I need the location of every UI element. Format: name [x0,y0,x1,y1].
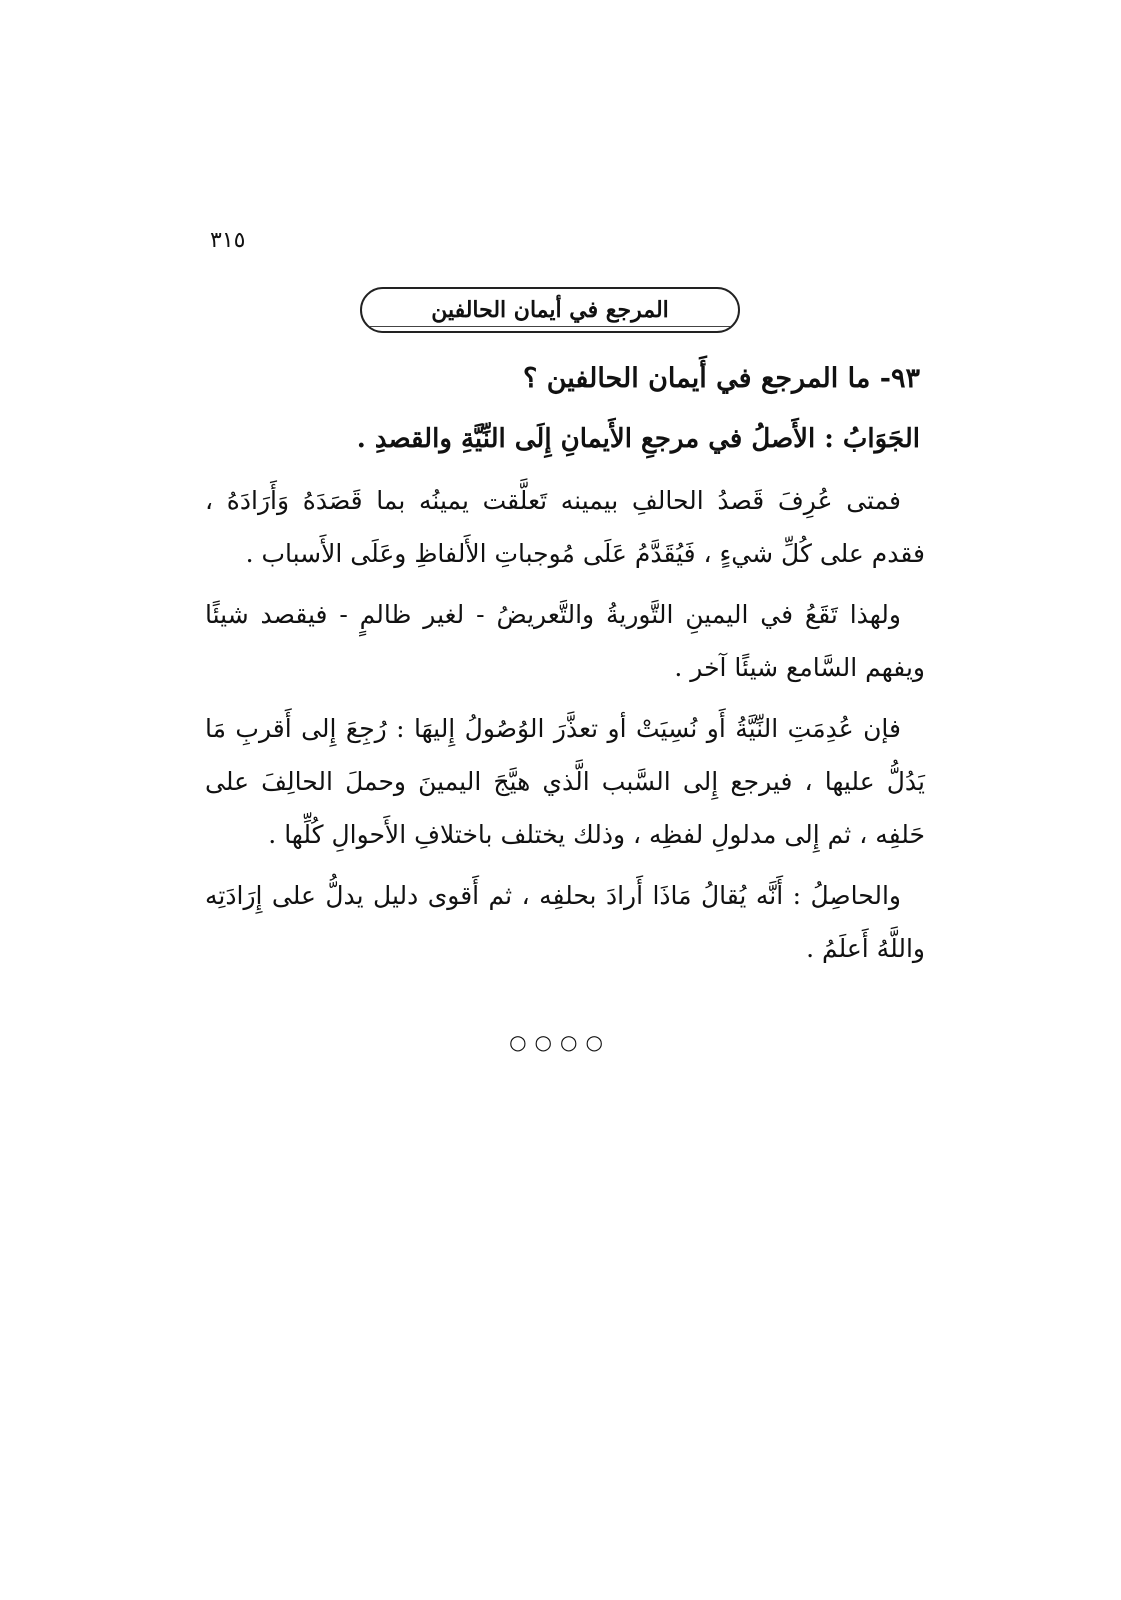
paragraph-3: فإن عُدِمَتِ النِّيَّةُ أَو نُسِيَتْ أو تعذَّرَ الوُصُولُ إِليهَا : رُجِعَ إِلى أَقربِ مَا يَدُلُّ عليها ، فيرجع إِلى السَّبب الَّذي هيَّجَ اليمينَ وحملَ الحالِفَ على حَلفِه ، ثم إِلى مدلولِ لفظِه ، وذلك يختلف باختلافِ الأَحوالِ كُلِّها . [205,714,925,849]
page-number: ٣١٥ [210,228,246,253]
answer-line: الجَوَابُ : الأَصلُ في مرجعِ الأَيمانِ إِلَى النِّيَّةِ والقصدِ . [356,424,920,454]
main-text [205,352,925,983]
question-heading: ٩٣- ما المرجع في أَيمان الحالفين ؟ [523,363,920,394]
section-header-frame [360,287,740,333]
paragraph-1: فمتى عُرِفَ قَصدُ الحالفِ بيمينه تَعلَّقت يمينُه بما قَصَدَهُ وَأَرَادَهُ ، فقدم على كُلِّ شيءٍ ، فَيُقَدَّمُ عَلَى مُوجباتِ الأَلفاظِ وعَلَى الأَسباب . [205,486,925,568]
paragraph-2: ولهذا تَقَعُ في اليمينِ التَّوريةُ والتَّعريضُ - لغير ظالمٍ - فيقصد شيئًا ويفهم السَّامع شيئًا آخر . [205,600,925,682]
section-title: المرجع في أيمان الحالفين [431,297,669,323]
section-end-ornament: ○○○○ [509,1030,611,1054]
paragraph-4: والحاصِلُ : أَنَّه يُقالُ مَاذَا أَرادَ بحلفِه ، ثم أَقوى دليل يدلُّ على إِرَادَتِه واللَّهُ أَعلَمُ . [205,881,925,963]
